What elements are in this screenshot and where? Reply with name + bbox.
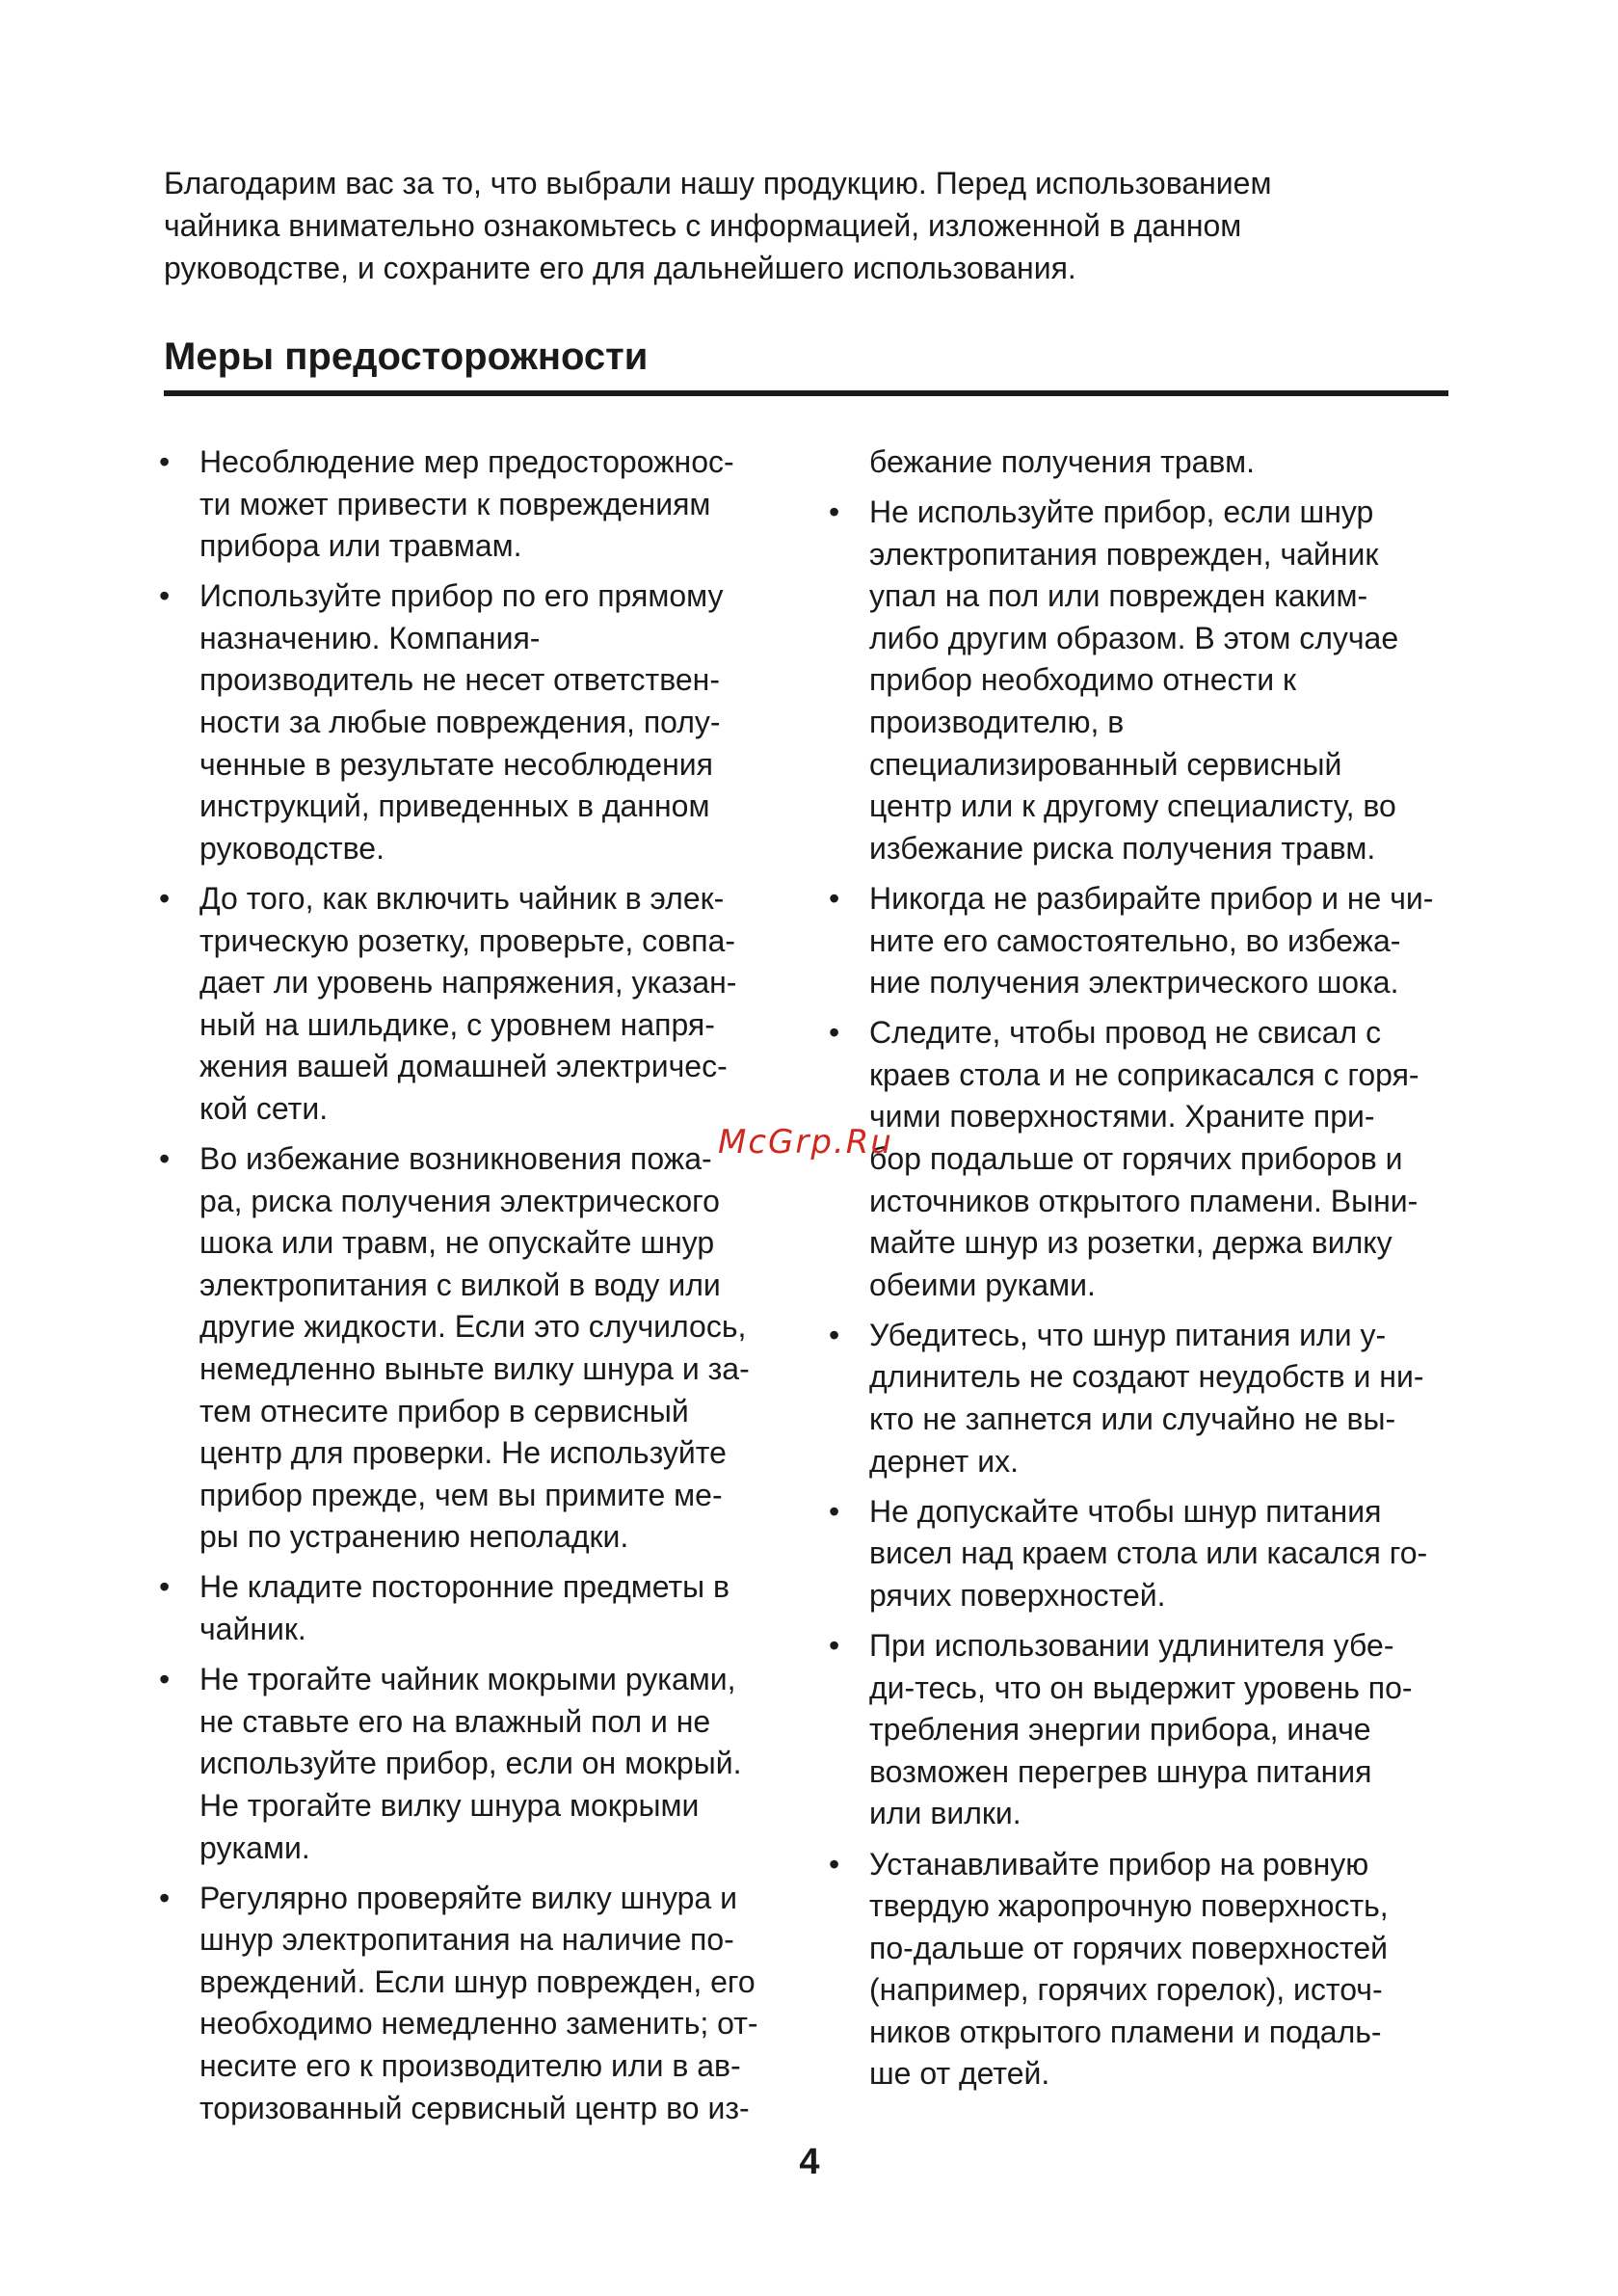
list-item-text: Не используйте прибор, если шнур электропитания поврежден, чайник упал на пол или поврежден каким- либо другим образом. В этом случае прибор необходимо отнести к производителю, в специализированный сервисный центр или к другому специалисту, во избежание риска получения травм. [869,494,1399,866]
list-item [159,1566,795,1650]
list-item-text: Используйте прибор по его прямому назначению. Компания- производитель не несет ответствен- ности за любые повреждения, полу- ченные в результате несоблюдения инструкций, приведенных в данном руководстве. [199,578,724,866]
list-item [829,1315,1465,1482]
bullet-icon: • [829,1846,840,1882]
page-number: 4 [799,2142,820,2182]
list-item-text: Следите, чтобы провод не свисал с краев стола и не соприкасался с горя- чими поверхностями. Храните при- бор подальше от горячих приборов и источников открытого пламени. Выни- майте шнур из розетки, держа вилку обеими руками. [869,1015,1419,1302]
list-item [159,1878,795,2130]
watermark-logo: McGrp.Ru [718,1123,893,1161]
list-item-text: Не трогайте чайник мокрыми руками, не ставьте его на влажный пол и не используйте прибор, если он мокрый. Не трогайте вилку шнура мокрыми руками. [199,1662,742,1865]
list-item [829,1844,1465,2096]
right-column-list [829,441,1465,2104]
bullet-icon: • [159,444,171,479]
bullet-icon: • [159,880,171,916]
list-item-continuation [829,441,1465,484]
bullet-icon: • [159,1569,171,1605]
list-item-text: Убедитесь, что шнур питания или у- длинитель не создают неудобств и ни- кто не запнется или случайно не вы- дернет их. [869,1317,1424,1479]
list-item [829,878,1465,1004]
list-item-text: бежание получения травм. [869,444,1255,479]
list-item-text: Во избежание возникновения пожа- ра, риска получения электрического шока или травм, не опускайте шнур электропитания с вилкой в воду или другие жидкости. Если это случилось, немедленно выньте вилку шнура и за- тем отнесите прибор в сервисный центр для проверки. Не используйте прибор прежде, чем вы примите ме- ры по устранению неполадки. [199,1141,750,1555]
list-item [159,1138,795,1559]
list-item-text: До того, как включить чайник в элек- трическую розетку, проверьте, совпа- дает ли уровень напряжения, указан- ный на шильдике, с уровнем напря- жения вашей домашней электричес- кой сети. [199,880,737,1126]
list-item [829,1491,1465,1617]
section-title: Меры предосторожности [164,335,649,378]
bullet-icon: • [159,1880,171,1915]
list-item [159,441,795,568]
bullet-icon: • [829,880,840,916]
bullet-icon: • [159,1662,171,1697]
list-item [829,492,1465,869]
left-column-list [159,441,795,2138]
bullet-icon: • [159,1141,171,1176]
intro-paragraph: Благодарим вас за то, что выбрали нашу продукцию. Перед использованием чайника внимательно ознакомьтесь с информацией, изложенной в данном руководстве, и сохраните его для дальнейшего использования. [164,166,1272,285]
bullet-icon: • [829,1628,840,1664]
list-item-text: Несоблюдение мер предосторожнос- ти может привести к повреждениям прибора или травмам. [199,444,734,564]
bullet-icon: • [159,578,171,614]
list-item [829,1625,1465,1835]
list-item [159,1659,795,1869]
title-underline [164,390,1448,396]
list-item-text: Не допускайте чтобы шнур питания висел над краем стола или касался го- рячих поверхностей. [869,1493,1428,1613]
list-item [159,878,795,1131]
list-item-text: Устанавливайте прибор на ровную твердую жаропрочную поверхность, по-дальше от горячих поверхностей (например, горячих горелок), источ- ников открытого пламени и подаль- ше от детей. [869,1846,1389,2092]
list-item-text: Регулярно проверяйте вилку шнура и шнур электропитания на наличие по- вреждений. Если шнур поврежден, его необходимо немедленно заменить; от- несите его к производителю или в ав- торизованный сервисный центр во из- [199,1880,758,2125]
list-item-text: Никогда не разбирайте прибор и не чи- ните его самостоятельно, во избежа- ние получения электрического шока. [869,880,1434,1001]
list-item [159,575,795,869]
bullet-icon: • [829,494,840,530]
list-item-text: Не кладите посторонние предметы в чайник. [199,1569,730,1647]
list-item-text: При использовании удлинителя убе- ди-тесь, что он выдержит уровень по- требления энергии прибора, иначе возможен перегрев шнура питания или вилки. [869,1628,1413,1831]
bullet-icon: • [829,1015,840,1051]
bullet-icon: • [829,1317,840,1352]
bullet-icon: • [829,1493,840,1529]
list-item [829,1012,1465,1306]
